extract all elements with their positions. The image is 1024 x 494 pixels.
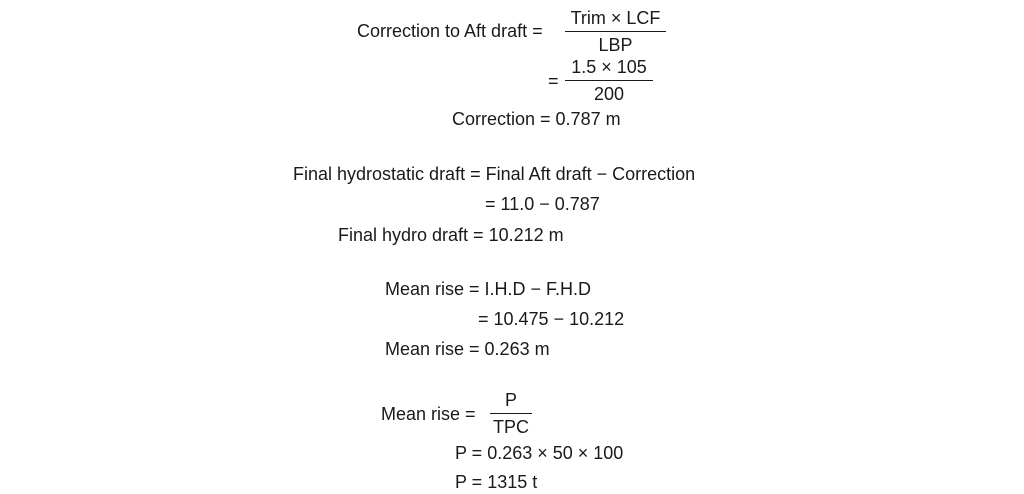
correction-result: Correction = 0.787 m xyxy=(452,109,621,129)
correction-formula-fraction xyxy=(565,7,666,56)
fraction-bar xyxy=(490,413,532,414)
fraction-numerator: Trim × LCF xyxy=(570,8,661,28)
correction-values-fraction xyxy=(565,56,653,105)
fraction-denominator: 200 xyxy=(593,84,625,104)
equals-sign: = xyxy=(548,71,559,91)
p-calculation: P = 0.263 × 50 × 100 xyxy=(455,443,624,463)
fraction-denominator: LBP xyxy=(598,35,633,55)
final-hydrostatic-draft-equation: Final hydrostatic draft = Final Aft draft − Correction xyxy=(293,164,696,184)
fraction-bar xyxy=(565,80,653,81)
mean-rise-substitution: = 10.475 − 10.212 xyxy=(478,309,625,329)
fraction-denominator: TPC xyxy=(493,417,529,437)
p-result: P = 1315 t xyxy=(455,472,538,492)
fraction-numerator: P xyxy=(504,390,517,410)
p-over-tpc-fraction xyxy=(490,389,532,438)
correction-aft-draft-lhs: Correction to Aft draft = xyxy=(357,21,543,41)
fraction-numerator: 1.5 × 105 xyxy=(571,57,647,77)
final-hydro-draft-result: Final hydro draft = 10.212 m xyxy=(338,225,564,245)
mean-rise-equation: Mean rise = I.H.D − F.H.D xyxy=(385,279,592,299)
mean-rise-result: Mean rise = 0.263 m xyxy=(385,339,550,359)
fraction-bar xyxy=(565,31,666,32)
mean-rise-tpc-lhs: Mean rise = xyxy=(381,404,476,424)
final-draft-substitution: = 11.0 − 0.787 xyxy=(485,194,600,214)
